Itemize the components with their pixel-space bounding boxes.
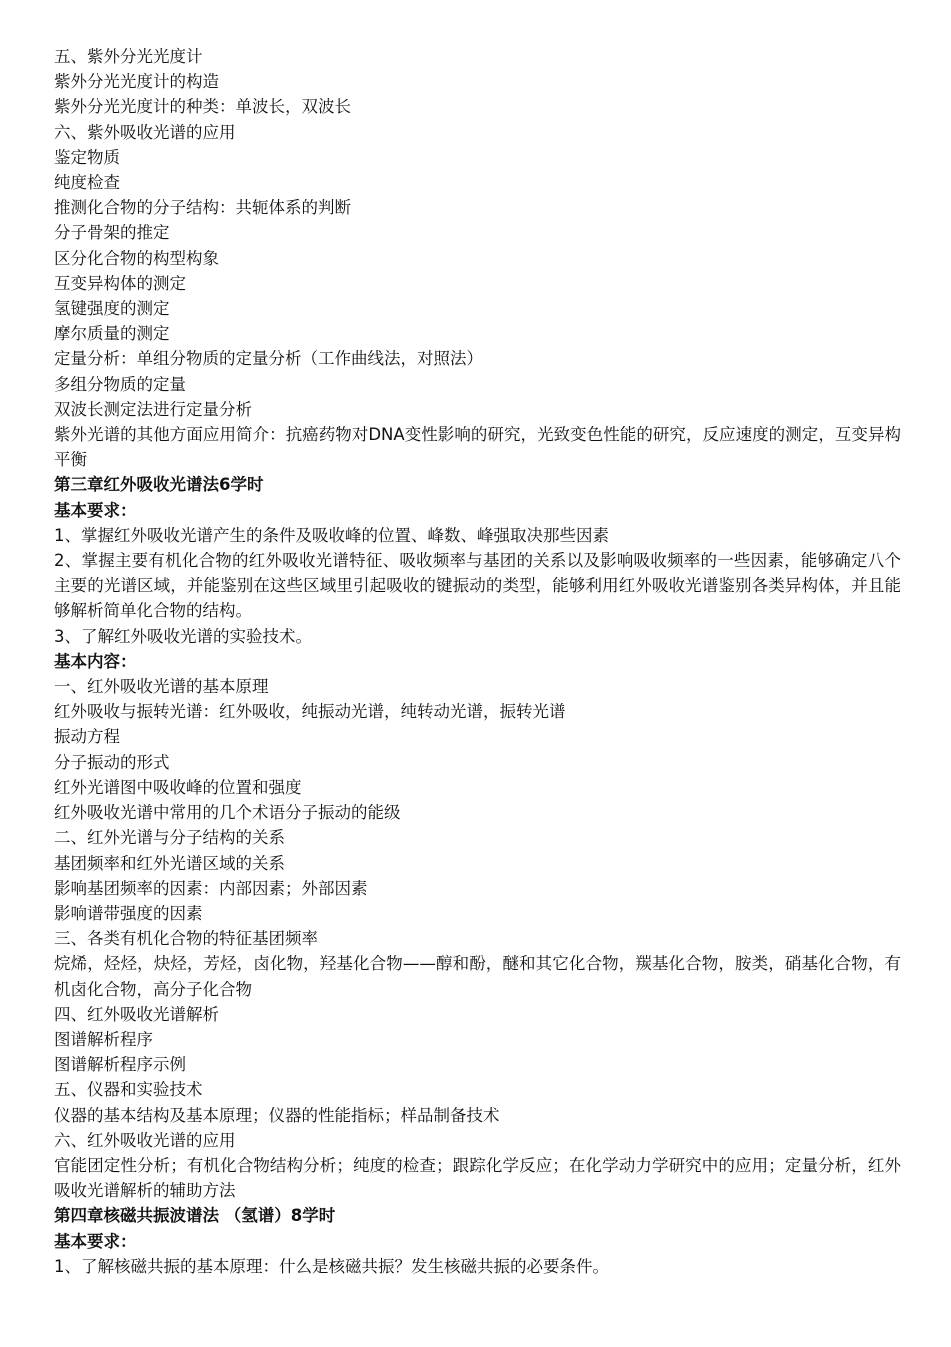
text-line: 紫外分光光度计的种类：单波长，双波长 [54, 97, 351, 117]
text-line: 推测化合物的分子结构：共轭体系的判断 [54, 198, 351, 218]
text-line: 仪器的基本结构及基本原理；仪器的性能指标；样品制备技术 [54, 1105, 500, 1125]
section-heading: 基本要求： [54, 1231, 137, 1251]
text-line: 纯度检查 [54, 173, 120, 193]
text-line: 紫外分光光度计的构造 [54, 72, 219, 92]
text-line: 定量分析：单组分物质的定量分析（工作曲线法，对照法） [54, 349, 483, 369]
text-line: 红外吸收与振转光谱：红外吸收，纯振动光谱，纯转动光谱，振转光谱 [54, 702, 566, 722]
text-line: 影响谱带强度的因素 [54, 903, 203, 923]
text-line: 官能团定性分析；有机化合物结构分析；纯度的检查；跟踪化学反应；在化学动力学研究中的应用；定量分析，红外吸收光谱解析的辅助方法 [54, 1155, 901, 1201]
text-line: 双波长测定法进行定量分析 [54, 399, 252, 419]
text-line: 红外吸收光谱中常用的几个术语分子振动的能级 [54, 803, 401, 823]
text-line: 图谱解析程序 [54, 1029, 153, 1049]
text-line: 二、红外光谱与分子结构的关系 [54, 828, 285, 848]
text-line: 六、红外吸收光谱的应用 [54, 1130, 236, 1150]
text-line: 多组分物质的定量 [54, 374, 186, 394]
text-line: 分子振动的形式 [54, 752, 170, 772]
text-line: 摩尔质量的测定 [54, 324, 170, 344]
text-line: 紫外光谱的其他方面应用简介：抗癌药物对DNA变性影响的研究，光致变色性能的研究，反应速度的测定，互变异构平衡 [54, 425, 901, 470]
text-line: 互变异构体的测定 [54, 273, 186, 293]
section-heading: 基本内容： [54, 651, 137, 671]
text-line: 三、各类有机化合物的特征基团频率 [54, 929, 318, 949]
section-heading: 基本要求： [54, 500, 137, 520]
text-line: 基团频率和红外光谱区域的关系 [54, 853, 285, 873]
text-line: 红外光谱图中吸收峰的位置和强度 [54, 777, 302, 797]
text-line: 四、红外吸收光谱解析 [54, 1004, 219, 1024]
section-heading: 第三章红外吸收光谱法6学时 [54, 475, 264, 495]
text-line: 五、紫外分光光度计 [54, 47, 203, 66]
text-line: 六、紫外吸收光谱的应用 [54, 122, 236, 142]
text-line: 五、仪器和实验技术 [54, 1080, 203, 1100]
section-heading: 第四章核磁共振波谱法 （氢谱）8学时 [54, 1206, 336, 1226]
document-page [54, 44, 901, 1279]
text-line: 区分化合物的构型构象 [54, 248, 219, 268]
text-line: 图谱解析程序示例 [54, 1055, 186, 1075]
text-line: 影响基团频率的因素：内部因素；外部因素 [54, 878, 368, 898]
text-line: 一、红外吸收光谱的基本原理 [54, 677, 269, 697]
text-line: 振动方程 [54, 727, 120, 747]
text-line: 氢键强度的测定 [54, 299, 170, 319]
text-line: 2、掌握主要有机化合物的红外吸收光谱特征、吸收频率与基团的关系以及影响吸收频率的一些因素，能够确定八个主要的光谱区域，并能鉴别在这些区域里引起吸收的键振动的类型，能够利用红外吸收光谱鉴别各类异构体，并且能够解析简单化合物的结构。 [54, 551, 901, 621]
text-line: 1、了解核磁共振的基本原理：什么是核磁共振？发生核磁共振的必要条件。 [54, 1256, 609, 1276]
text-line: 3、了解红外吸收光谱的实验技术。 [54, 626, 312, 646]
text-line: 1、掌握红外吸收光谱产生的条件及吸收峰的位置、峰数、峰强取决那些因素 [54, 525, 609, 545]
text-line: 分子骨架的推定 [54, 223, 170, 243]
text-line: 烷烯，烃烃，炔烃，芳烃，卤化物，羟基化合物——醇和酚，醚和其它化合物，羰基化合物，胺类，硝基化合物，有机卤化合物，高分子化合物 [54, 954, 901, 999]
text-line: 鉴定物质 [54, 147, 120, 167]
